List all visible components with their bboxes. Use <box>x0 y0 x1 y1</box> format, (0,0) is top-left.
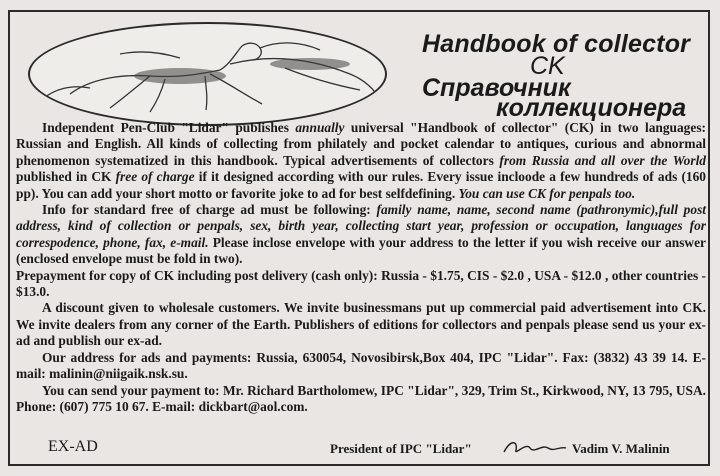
text-segment: You can send your payment to: Mr. Richard Bartholomew, IPC "Lidar", 329, Trim St., Kirkwood, NY, 13 795, USA. Phone: (607) 775 10 67. E-mail: dickbart@aol.com. <box>16 382 706 414</box>
text-segment: universal "Handbook of collector" (CK) in two languages: Russian and English. All kinds of collecting from philately and pocket calendar to antiques, curious and abnormal phenomenon systematized in this handbook. Typical advertisements of collectors <box>16 120 706 168</box>
italic-text: free of charge <box>115 169 195 185</box>
paragraph <box>16 383 706 416</box>
centaur-illustration <box>28 22 387 126</box>
ad-body-text <box>16 120 706 415</box>
paragraph <box>16 202 706 268</box>
text-segment: Independent Pen-Club "Lidar" publishes <box>42 120 296 135</box>
president-label: President of IPC "Lidar" <box>330 441 472 456</box>
text-segment: published in CK <box>16 169 116 185</box>
paragraph <box>16 120 706 202</box>
signature <box>500 436 570 463</box>
paragraph <box>16 350 706 383</box>
text-segment: Our address for ads and payments: Russia, 630054, Novosibirsk,Box 404, IPC "Lidar". Fax: (3832) 43 39 14. E-mail: malinin@niigaik.nsk.su. <box>16 349 706 382</box>
text-segment: A discount given to wholesale customers. We invite businessmans put up commercial paid advertisement into CK. We invite dealers from any corner of the Earth. Publishers of editions for collectors and penpals please send us your ex-ad and publish our ex-ad. <box>16 300 706 349</box>
exad-label: EX-AD <box>48 438 98 455</box>
paragraph <box>16 268 706 301</box>
text-segment: Info for standard free of charge ad must be following: <box>42 202 377 218</box>
title-russian-line2: коллекционера <box>496 94 687 122</box>
text-segment: if it designed according with our rules. Every issue incloode a few hundreds of ads (160 pp). You can add your short motto or favorite joke to ad for best selfdefining. <box>16 169 706 201</box>
italic-text: annually <box>295 120 345 135</box>
text-segment: Prepayment for copy of CK including post delivery (cash only): Russia - $1.75, CIS - $2.0 , USA - $12.0 , other countries - $13.0. <box>16 267 706 300</box>
italic-text: from Russia and all over the World <box>499 152 706 168</box>
president-name: Vadim V. Malinin <box>572 441 670 456</box>
title-russian-line1: Справочник <box>422 74 571 102</box>
text-segment: Please inclose envelope with your address to the letter if you wish receive our answer (enclosed envelope must be fold in two). <box>16 234 706 267</box>
title-abbreviation: CK <box>530 52 565 80</box>
italic-text: family name, name, second name (pathronymic),full post address, kind of collection or penpals, sex, birth year, collecting start year, profession or occupation, languages for correspodence, phone, fax, e-mail. <box>16 202 706 250</box>
italic-text: You can use CK for penpals too. <box>458 185 636 201</box>
paragraph <box>16 300 706 349</box>
title-english: Handbook of collector <box>422 30 691 58</box>
